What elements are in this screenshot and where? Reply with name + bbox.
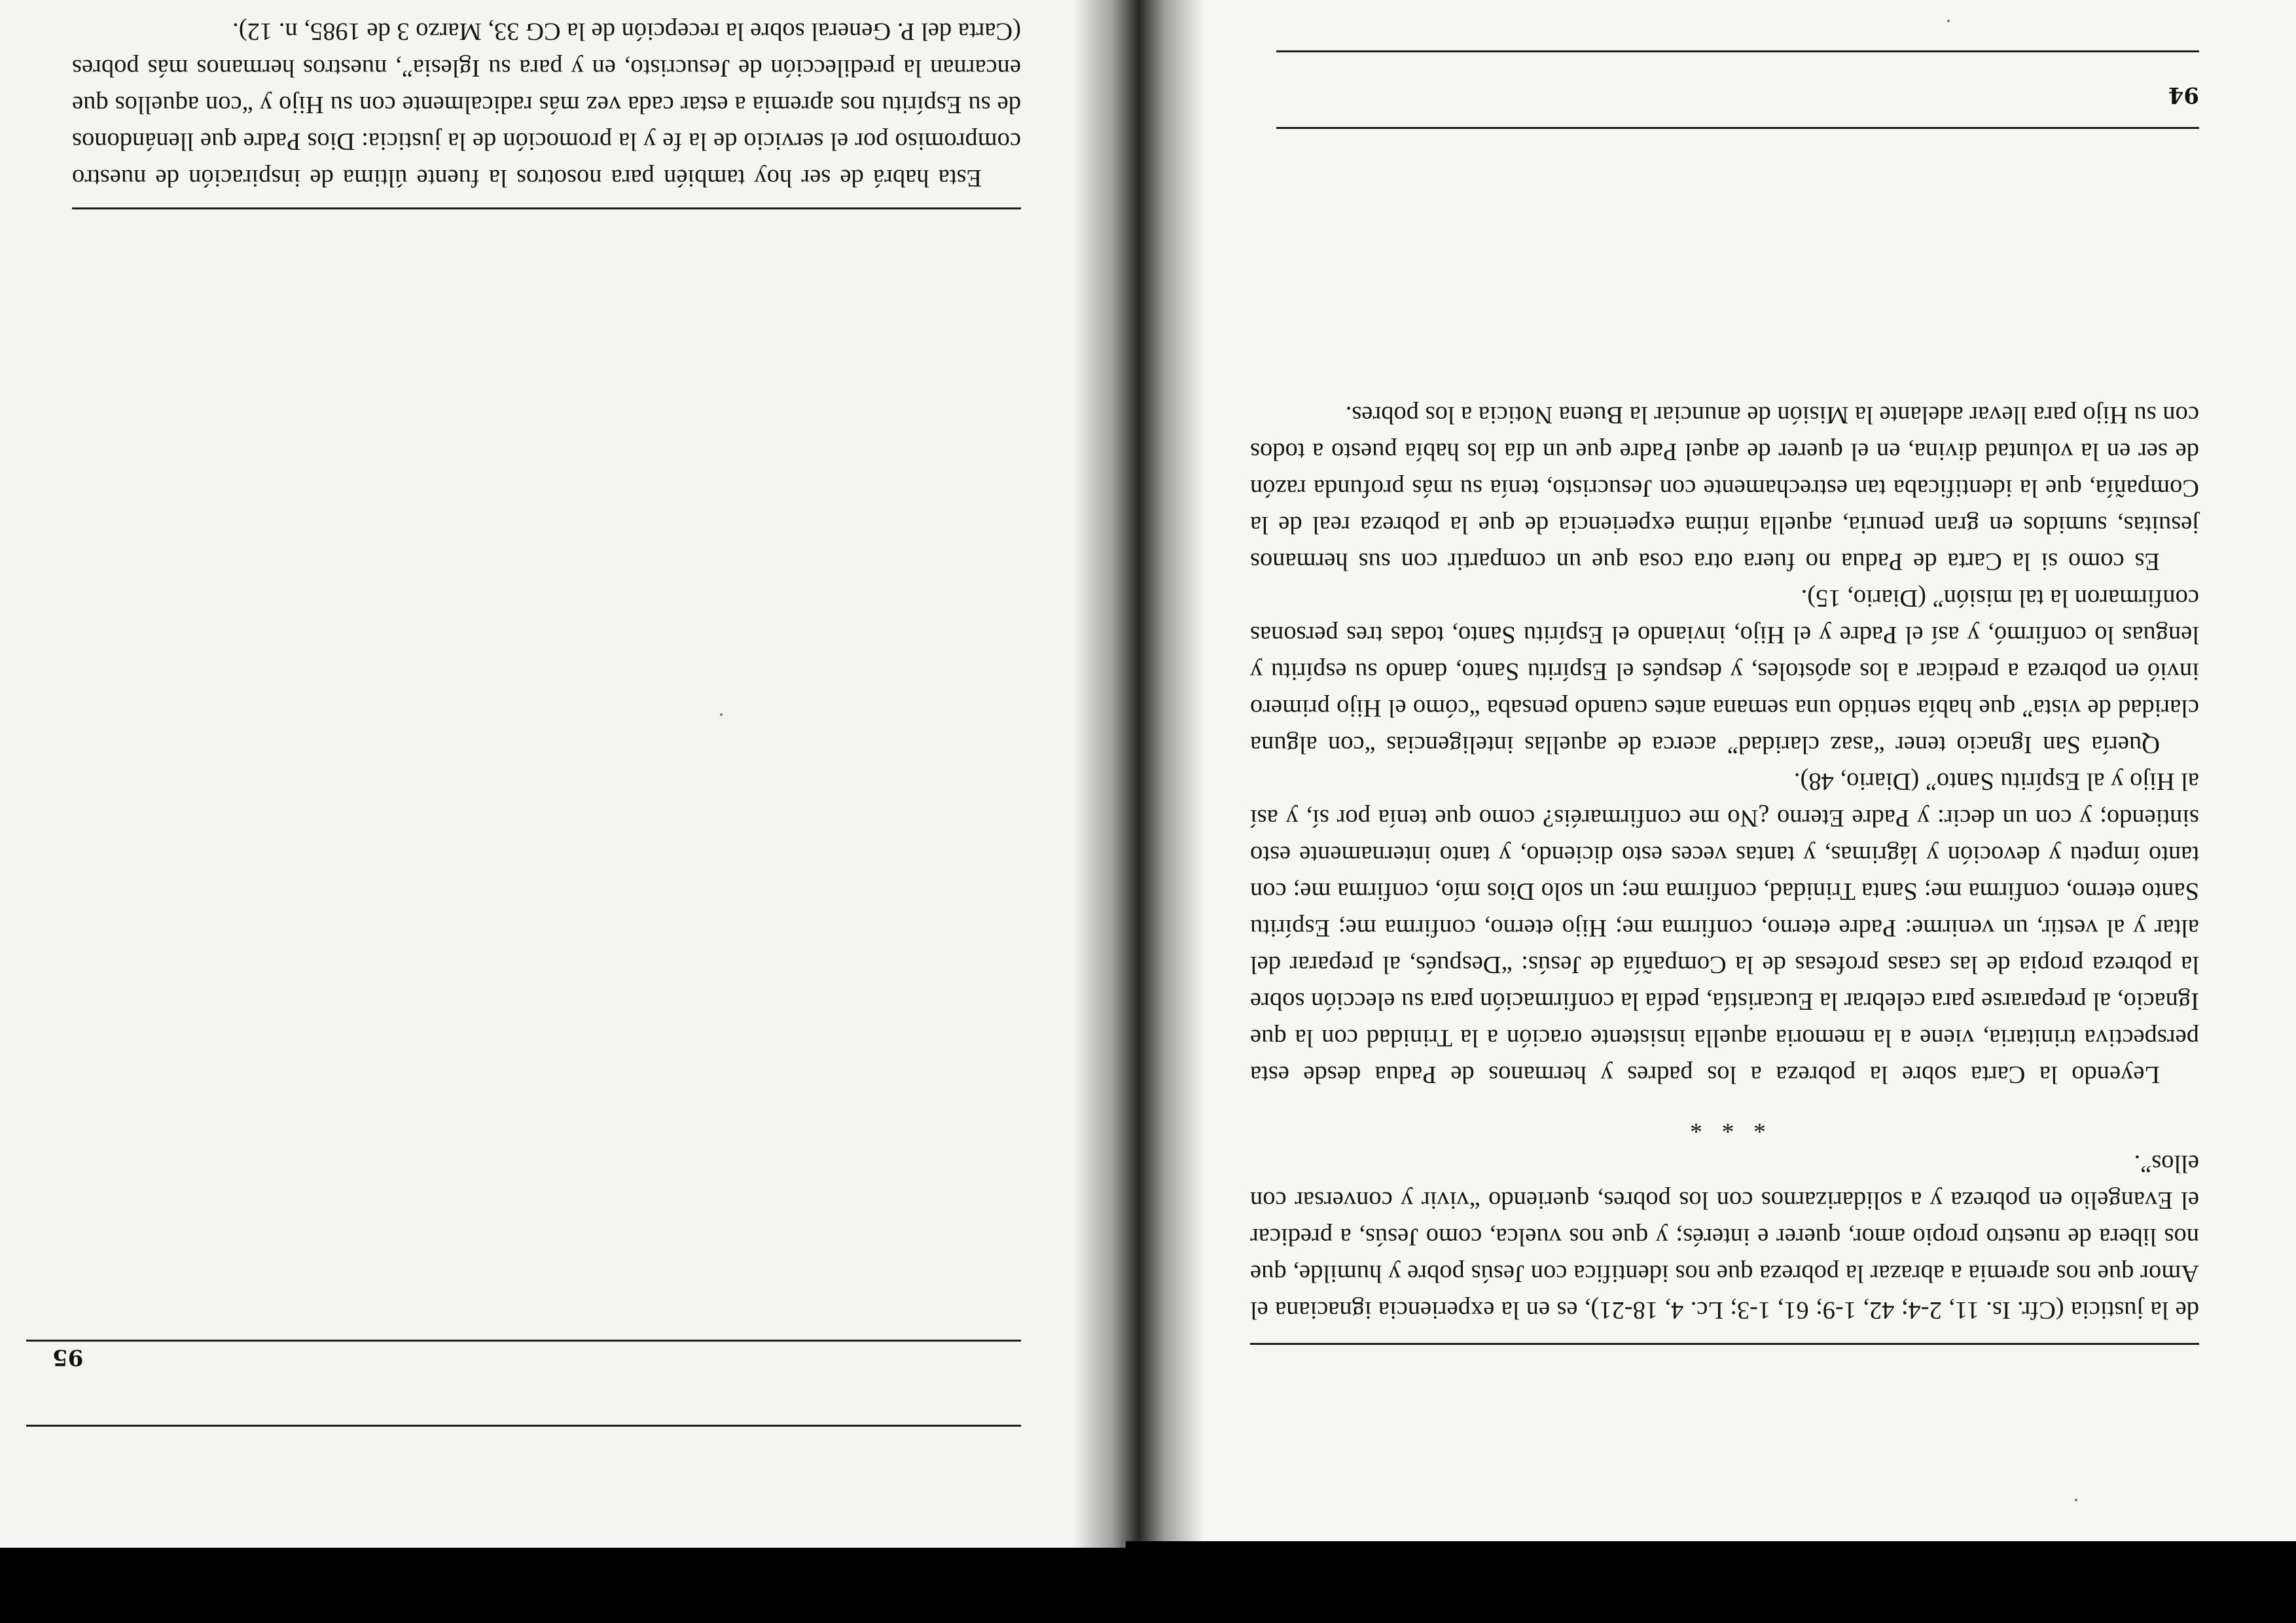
section-separator: * * * [1683,1111,1766,1138]
dust-speck [2075,1499,2077,1501]
left-page-content [26,13,1021,1427]
paragraph: Es como si la Carta de Padua no fuera otra cosa que un compartir con sus hermanos jesuitas, sumidos en gran penuria, aquella íntima experiencia de que la pobreza real de la Compañía, que la identificaba tan estrechamente con Jesucristo, tenía su más profunda razón de ser en la voluntad divina, en el querer de aquel Padre que un día los había puesto a todos con su Hijo para llevar adelante la Misión de anunciar la Buena Noticia a los pobres. [1250,401,2199,575]
book-gutter-shadow [1073,0,1204,1571]
left-page-text [72,13,1021,196]
paragraph: Leyendo la Carta sobre la pobreza a los padres y hermanos de Padua desde esta perspectiva trinitaria, viene a la memoria aquella insistente oración a la Trinidad con la que Ignacio, al prepararse para celebrar la Eucaristía, pedía la confirmación para su elección sobre la pobreza propia de las casas profesas de la Compañía de Jesús: “Después, al preparar del altar y al vestir, un venirme: Padre eterno, confirma me; Hijo eterno, confirma me; Espíritu Santo eterno, confirma me; Santa Trinidad, confirma me; un solo Dios mío, confirma me; con tanto ímpetu y devoción y lágrimas, y tantas veces esto diciendo, y tanto internamente esto sintiendo; y con un decir: y Padre Eterno ¿No me confirmaréis? como que tenía por sí, y así al Hijo y al Espíritu Santo” (Diario, 48). [1250,768,2199,1088]
top-rule [26,1425,1021,1427]
paragraph: Quería San Ignacio tener “asaz claridad” acerca de aquellas inteligencias “con alguna claridad de vista” que había sentido una semana antes cuando pensaba “cómo el Hijo primero invió en pobreza a predicar a los apóstoles, y después el Espíritu Santo, dando su espíritu y lenguas lo confirmó, y así el Padre y el Hijo, inviando el Espíritu Santo, todas tres personas confirmaron la tal misión” (Diario, 15). [1250,584,2199,758]
right-page-text [1250,397,2199,1093]
bottom-rule [1276,50,2199,52]
paragraph: de la justicia (Cfr. Is. 11, 2-4; 42, 1-9; 61, 1-3; Lc. 4, 18-21), es en la experiencia ignaciana el Amor que nos apremia a abrazar la pobreza que nos identifica con Jesús pobre y humilde, que nos libera de nuestro propio amor, querer e interés; y que nos vuelca, como Jesús, a predicar el Evangelio en pobreza y a solidarizarnos con los pobres, queriendo “vivir y conversar con ellos”. [1250,1150,2199,1324]
right-page-text-continued [1250,1145,2199,1329]
text-top-rule [1250,1343,2199,1345]
right-page-content [1250,20,2199,1479]
folio-rule [26,1340,1021,1342]
folio-rule [1276,127,2199,129]
text-top-rule [72,207,1021,209]
page-number: 94 [2168,82,2199,108]
paragraph: Esta habrá de ser hoy también para nosotros la fuente última de inspiración de nuestro compromiso por el servicio de la fe y la promoción de la justicia: Dios Padre que llenándonos de su Espíritu nos apremia a estar cada vez más radicalmente con su Hijo y “con aquellos que encarnan la predilección de Jesucristo, en y para su Iglesia”, nuestros hermanos más pobres (Carta del P. General sobre la recepción de la CG 33, Marzo 3 de 1985, n. 12). [72,18,1021,192]
page-number: 95 [52,1344,84,1370]
